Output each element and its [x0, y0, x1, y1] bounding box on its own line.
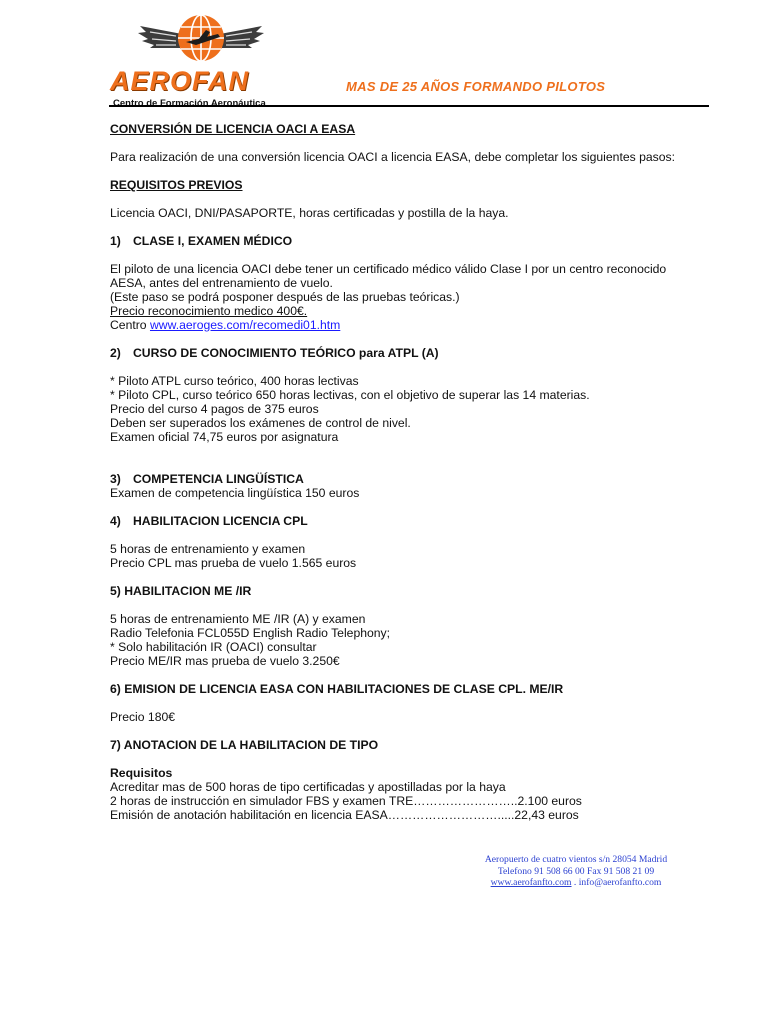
- section-4-number: 4): [110, 514, 121, 528]
- section-5-line: Radio Telefonia FCL055D English Radio Telephony;: [110, 626, 391, 640]
- section-5-line: 5 horas de entrenamiento ME /IR (A) y examen: [110, 612, 366, 626]
- section-2-title: CURSO DE CONOCIMIENTO TEÓRICO para ATPL (A): [133, 346, 439, 360]
- section-3-line: Examen de competencia lingüística 150 euros: [110, 486, 360, 500]
- section-6-line: Precio 180€: [110, 710, 176, 724]
- document-body: [110, 122, 720, 822]
- footer-separator: .: [571, 877, 579, 888]
- prereq-heading: REQUISITOS PREVIOS: [110, 178, 243, 192]
- section-7-line: Acreditar mas de 500 horas de tipo certificadas y apostilladas por la haya: [110, 780, 506, 794]
- section-3-number: 3): [110, 472, 121, 486]
- section-5-line: Precio ME/IR mas prueba de vuelo 3.250€: [110, 654, 340, 668]
- letterhead: [0, 0, 768, 108]
- section-2-line: * Piloto CPL, curso teórico 650 horas lectivas, con el objetivo de superar las 14 materias.: [110, 388, 590, 402]
- section-4-title: HABILITACION LICENCIA CPL: [133, 514, 308, 528]
- section-5-heading: 5) HABILITACION ME /IR: [110, 584, 252, 598]
- section-3-title: COMPETENCIA LINGÜÍSTICA: [133, 472, 304, 486]
- section-2-number: 2): [110, 346, 121, 360]
- section-2-line: Deben ser superados los exámenes de control de nivel.: [110, 416, 411, 430]
- intro-text: Para realización de una conversión licencia OACI a licencia EASA, debe completar los siguientes pasos:: [110, 150, 675, 164]
- prereq-text: Licencia OACI, DNI/PASAPORTE, horas certificadas y postilla de la haya.: [110, 206, 509, 220]
- slogan: MAS DE 25 AÑOS FORMANDO PILOTOS: [346, 79, 606, 94]
- section-1-line: (Este paso se podrá posponer después de las pruebas teóricas.): [110, 290, 460, 304]
- footer-contact: [440, 854, 712, 889]
- section-4-heading: [110, 514, 720, 528]
- section-1-centro: [110, 318, 720, 332]
- centro-label: Centro: [110, 318, 150, 332]
- logo-subtitle: Centro de Formación Aeronáutica: [113, 98, 266, 109]
- section-7-heading: 7) ANOTACION DE LA HABILITACION DE TIPO: [110, 738, 379, 752]
- footer-links: [440, 877, 712, 889]
- section-2-heading: [110, 346, 720, 360]
- section-1-line: AESA, antes del entrenamiento de vuelo.: [110, 276, 333, 290]
- section-4-line: Precio CPL mas prueba de vuelo 1.565 euros: [110, 556, 357, 570]
- section-7-requisitos-label: Requisitos: [110, 766, 173, 780]
- section-6-heading: 6) EMISION DE LICENCIA EASA CON HABILITACIONES DE CLASE CPL. ME/IR: [110, 682, 564, 696]
- section-2-line: Precio del curso 4 pagos de 375 euros: [110, 402, 319, 416]
- header-divider: [109, 105, 709, 107]
- section-2-line: Examen oficial 74,75 euros por asignatura: [110, 430, 339, 444]
- footer-web-link[interactable]: www.aerofanfto.com: [490, 877, 572, 888]
- section-1-line: El piloto de una licencia OACI debe tener un certificado médico válido Clase I por un centro reconocido: [110, 262, 667, 276]
- centro-link[interactable]: www.aeroges.com/recomedi01.htm: [149, 318, 341, 332]
- section-2-line: * Piloto ATPL curso teórico, 400 horas lectivas: [110, 374, 359, 388]
- footer-address: Aeropuerto de cuatro vientos s/n 28054 Madrid: [484, 854, 668, 865]
- section-1-number: 1): [110, 234, 121, 248]
- section-7-line: Emisión de anotación habilitación en licencia EASA……………………….....22,43 euros: [110, 808, 579, 822]
- logo-text: AEROFAN: [110, 66, 250, 96]
- aerofan-logo: [106, 12, 286, 109]
- section-1-price: Precio reconocimiento medico 400€.: [110, 304, 308, 318]
- section-5-line: * Solo habilitación IR (OACI) consultar: [110, 640, 317, 654]
- section-1-title: CLASE I, EXAMEN MÉDICO: [133, 234, 293, 248]
- section-1-heading: [110, 234, 720, 248]
- section-3-heading: [110, 472, 720, 486]
- winged-globe-icon: [136, 12, 266, 68]
- footer-email-link[interactable]: info@aerofanfto.com: [578, 877, 662, 888]
- section-4-line: 5 horas de entrenamiento y examen: [110, 542, 306, 556]
- document-title: CONVERSIÓN DE LICENCIA OACI A EASA: [110, 122, 356, 136]
- footer-phone: Telefono 91 508 66 00 Fax 91 508 21 09: [497, 865, 655, 877]
- section-7-line: 2 horas de instrucción en simulador FBS y examen TRE……………………..2.100 euros: [110, 794, 582, 808]
